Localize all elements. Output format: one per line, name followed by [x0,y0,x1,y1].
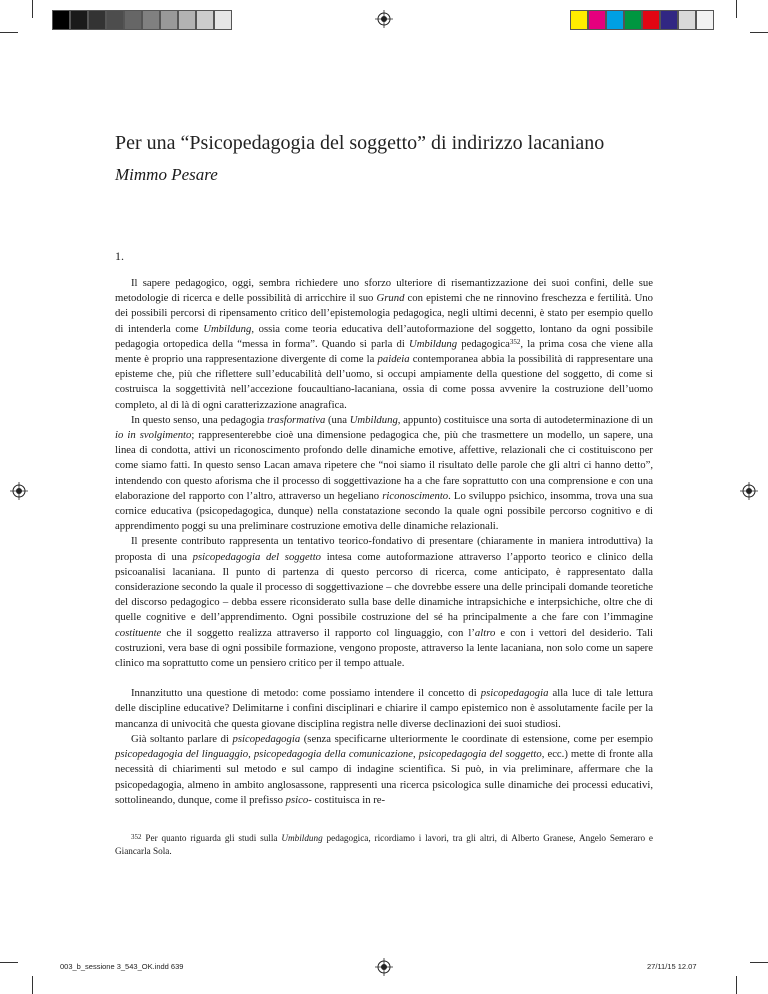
process-color-bar [570,10,714,30]
italic-text: riconoscimento [382,489,449,502]
color-swatch [624,10,642,30]
section-number: 1. [115,249,124,263]
color-swatch [606,10,624,30]
crop-mark-top-right-v [736,0,737,18]
text-run: In questo senso, una pedagogia [131,413,268,426]
italic-text: costituente [115,626,162,639]
color-swatch [660,10,678,30]
italic-text: psicopedagogia [480,687,549,700]
paragraph [115,732,653,808]
paragraph [115,276,653,413]
color-swatch [588,10,606,30]
crop-mark-top-left-v [32,0,33,18]
crop-mark-bottom-left-v [32,976,33,994]
crop-mark-top-left-h [0,32,18,33]
article-title: Per una “Psicopedagogia del soggetto” di indirizzo lacaniano [115,132,605,154]
body-text [115,276,653,808]
text-run: (una [325,413,350,426]
text-run: che il soggetto realizza attraverso il rapporto col linguaggio, con l’ [161,626,475,639]
gray-swatch [142,10,160,30]
gray-swatch [88,10,106,30]
crop-mark-bottom-right-v [736,976,737,994]
italic-text: Umbildung [281,833,323,843]
color-swatch [678,10,696,30]
text-run: Per quanto riguarda gli studi sulla [145,833,282,843]
italic-text: psico- [285,793,312,806]
registration-mark-top-icon [375,10,393,28]
crop-mark-top-right-h [750,32,768,33]
registration-mark-bottom-icon [375,958,393,976]
italic-text: io in svolgimento [115,429,192,442]
paragraph [115,534,653,671]
paragraph [115,413,653,535]
text-run: costituisca in re- [311,793,386,806]
text-run: , [248,748,254,761]
gray-swatch [178,10,196,30]
text-run: (senza specificarne ulteriormente le coordinate di estensione, come per esempio [300,732,654,745]
footnote-number: 352 [131,833,142,841]
text-run: intesa come autoformazione attraverso l’apporto teorico e clinico della psicoanalisi lacaniana. Il punto di partenza di questo percorso di ricerca, come anticipato, è rappresentato dalla considerazione secondo la quale il processo di soggettivazione – che dovrebbe essere una delle principali domande teoretiche del discorso pedagogico – debba essere riconsiderato sulla base delle dinamiche intrapsichiche e interpsichiche, oltre che di quelle cognitive e dell’apprendimento. Ogni possibile costruzione del sé ha principalmente a che fare con l’immagine [115,550,654,624]
article-author: Mimmo Pesare [115,165,218,184]
crop-mark-bottom-right-h [750,962,768,963]
text-run: contemporanea abbia la possibilità di rappresentare una episteme che, più che riflettere sull’educabilità dell’uomo, si occupi ampiamente della questione del soggetto, di come si costruisca la soggettività nell’accezione foucaultiano-lacaniana, ossia di come possa avvenire la costruzione dell’uomo completo, al di là di ogni caratterizzazione anagrafica. [115,353,654,411]
paragraph [115,686,653,732]
crop-mark-bottom-left-h [0,962,18,963]
color-swatch [642,10,660,30]
italic-text: psicopedagogia della comunicazione [253,748,414,761]
text-run: Innanzitutto una questione di metodo: come possiamo intendere il concetto di [131,687,481,700]
italic-text: Grund [376,292,405,305]
gray-color-bar [52,10,232,30]
slug-filename: 003_b_sessione 3_543_OK.indd 639 [60,962,184,971]
text-run: , ossia come teoria educativa dell’autoformazione del soggetto, lontano da ogni possibile pedagogia ortopedica della “messa in forma”. Quando si parla di [115,322,653,350]
color-swatch [696,10,714,30]
text-run: Il sapere pedagogico, oggi, sembra richiedere uno sforzo ulteriore di risemantizzazione dei suoi confini, delle sue metodologie di ricerca e delle possibilità di arricchire il suo [115,277,653,305]
color-swatch [570,10,588,30]
footnote-reference: 352 [509,337,521,346]
italic-text: Umbildung [409,337,458,350]
registration-mark-left-icon [10,482,28,500]
text-run: con epistemi che ne rinnovino freschezza e fertilità. Uno dei possibili percorsi di ripensamento critico dell’epistemologia pedagogica, negli ultimi decenni, è stato per esempio quello di intenderla come [115,292,653,335]
text-run: ; rappresenterebbe cioè una dimensione pedagogica che, più che trasmettere un modello, un sapere, una linea di condotta, attivi un riconoscimento profondo delle dinamiche emotive, affettive, relazionali che ci costituiscono per come siamo fatti. In questo senso Lacan amava ripetere che “noi siamo il risultato delle parole che gli altri ci hanno detto”, intendendo con questo aforisma che il processo di soggettivazione ha a che fare soprattutto con una comprensione e con una elaborazione del rapporto con l’altro, attraverso un hegeliano [115,429,653,502]
footnote [115,832,653,858]
text-run: , la prima cosa che viene alla mente è proprio una rappresentazione divergente di come la [115,337,653,366]
text-run: Già soltanto parlare di [131,732,233,745]
italic-text: psicopedagogia [232,732,301,745]
gray-swatch [196,10,214,30]
slug-timestamp: 27/11/15 12.07 [647,962,697,971]
text-run: pedagogica [457,337,510,350]
page-content [115,130,653,808]
italic-text: Umbildung [349,413,398,426]
gray-swatch [52,10,70,30]
text-run: Il presente contributo rappresenta un tentativo teorico-fondativo di presentare (chiaramente in maniera introduttiva) la proposta di una [115,535,653,563]
italic-text: paideia [377,353,410,366]
text-run: , [413,748,419,761]
text-run: . Lo sviluppo psichico, insomma, trova una sua cornice educativa (psicopedagogica, dunque) nella constatazione secondo la quale ogni possibile percorso cognitivo e di apprendimento poggi su una preliminare costruzione emotiva delle dinamiche relazionali. [115,489,653,533]
text-run: , ecc.) mette di fronte alla necessità di chiarimenti sul metodo e sul campo di indagine scientifica. Si può, in via preliminare, affermare che la psicopedagogia, almeno in ambito anglosassone, rappresenti una ricerca psicologica sulle dinamiche dei processi educativi, sottolineando, dunque, come il prefisso [115,748,654,806]
gray-swatch [70,10,88,30]
gray-swatch [124,10,142,30]
gray-swatch [160,10,178,30]
gray-swatch [106,10,124,30]
italic-text: psicopedagogia del linguaggio [115,748,249,761]
text-run: alla luce di tale lettura delle discipline educative? Delimitarne i confini disciplinari e chiarire il campo epistemico non è assolutamente facile per la mancanza di univocità che questa giovane disciplina registra nelle diverse declinazioni dei suoi studiosi. [115,687,653,730]
italic-text: trasformativa [267,413,326,426]
text-run: e con i vettori del desiderio. Tali costruzioni, vera base di ogni possibile formazione, vengono proposte, attraverso la lente lacaniana, non solo come un sapere clinico ma soprattutto come un pensiero critico per il tempo attuale. [115,626,653,670]
italic-text: altro [474,626,496,639]
text-run: pedagogica, ricordiamo i lavori, tra gli altri, di Alberto Granese, Angelo Semeraro e Giancarla Sola. [115,833,654,856]
registration-mark-right-icon [740,482,758,500]
italic-text: Umbildung [203,322,252,335]
text-run: , appunto) costituisce una sorta di autodeterminazione di un [397,413,653,426]
gray-swatch [214,10,232,30]
italic-text: psicopedagogia del soggetto [192,550,322,563]
italic-text: psicopedagogia del soggetto [418,748,542,761]
